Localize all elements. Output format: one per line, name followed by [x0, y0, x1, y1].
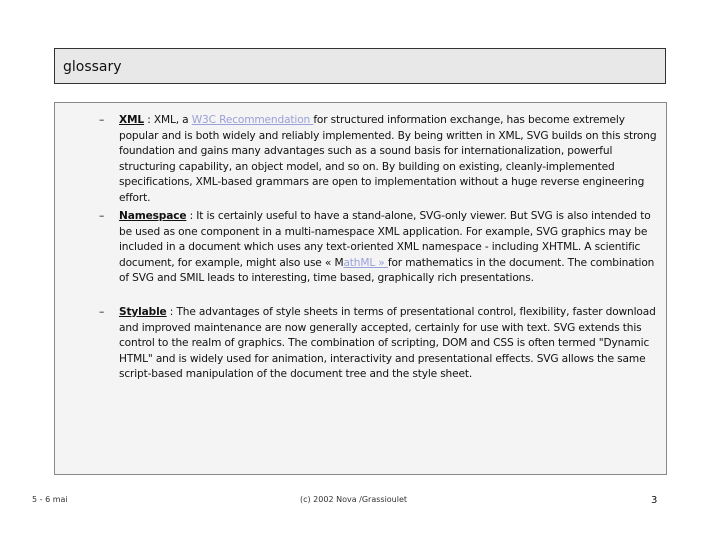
separator: : [186, 210, 197, 222]
definition-text: for structured information exchange, has become extremely popular and is both widely and reliably implemented. By being written in XML, SVG builds on this strong foundation and gains many advantages such as a sound basis for internationalization, powerful structuring capability, an object model, and so on. By building on existing, cleanly-implemented specifications, XML-based grammars are open to implementation without a huge reverse engineering effort. [119, 114, 657, 204]
w3c-recommendation-link[interactable]: W3C Recommendation [191, 114, 314, 126]
definition-text: It is certainly useful to have a stand-alone, SVG-only viewer. But SVG is also intended to be used as one component in a multi-namespace XML application. For example, SVG graphics may be included in a document which uses any text-oriented XML namespace - including XHTML. A scientific document, for example, might also use « M [119, 210, 651, 269]
slide-title: glossary [63, 59, 122, 75]
page-number: 3 [651, 495, 658, 506]
footer-copyright: (c) 2002 Nova /Grassioulet [300, 495, 408, 504]
definition-text: The advantages of style sheets in terms of presentational control, flexibility, faster download and improved maintenance are now generally accepted, certainly for use with text. SVG extends this control to the realm of graphics. The combination of scripting, DOM and CSS is often termed "Dynamic HTML" and is widely used for animation, interactivity and presentational effects. SVG allows the same script-based manipulation of the document tree and the style sheet. [119, 306, 656, 381]
mathml-link[interactable]: athML » [343, 256, 388, 269]
definition-text: for mathematics in the document. The combination of SVG and SMIL leads to interesting, time based, graphically rich presentations. [119, 256, 655, 285]
term: XML [119, 114, 145, 126]
slide-title-box [54, 48, 666, 84]
bullet-dash: – [99, 114, 105, 126]
footer-date: 5 - 6 mai [32, 495, 68, 504]
term: Stylable [119, 306, 167, 318]
definition-text: XML, a [153, 114, 192, 126]
separator: : [166, 306, 177, 318]
glossary-item-namespace [99, 209, 663, 287]
bullet-dash: – [99, 210, 105, 222]
term: Namespace [119, 210, 187, 222]
glossary-item-stylable [99, 305, 663, 383]
glossary-item-xml [99, 113, 663, 207]
bullet-dash: – [99, 306, 105, 318]
content-box [54, 102, 667, 475]
separator: : [144, 114, 154, 126]
